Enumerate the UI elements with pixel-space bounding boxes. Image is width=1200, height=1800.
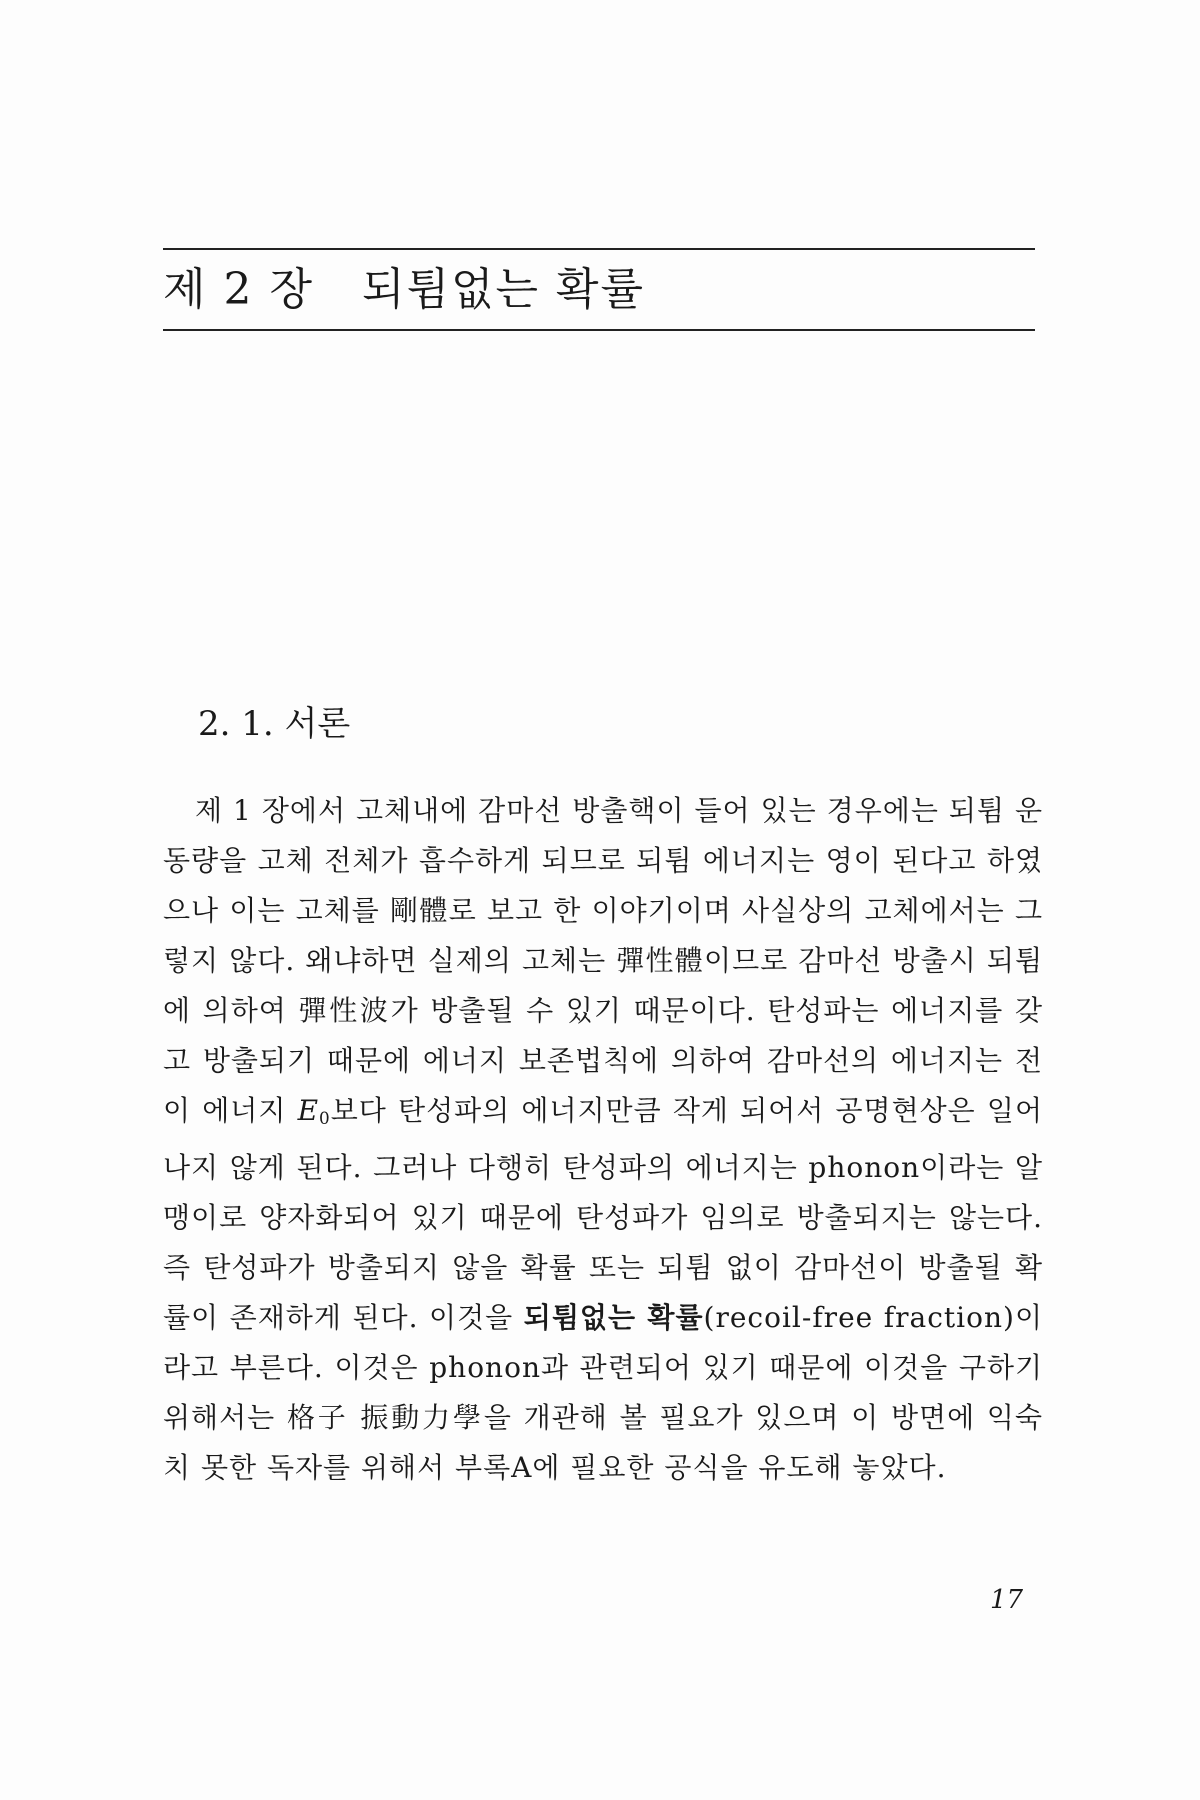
chapter-title-text: 되튐없는 확률 bbox=[361, 264, 645, 315]
bold-term: 되튐없는 확률 bbox=[523, 1301, 704, 1335]
chapter-top-rule bbox=[163, 248, 1035, 250]
energy-subscript: 0 bbox=[319, 1108, 331, 1129]
page-number: 17 bbox=[990, 1585, 1024, 1615]
section-title: 서론 bbox=[284, 704, 351, 744]
energy-symbol: E bbox=[297, 1094, 320, 1127]
chapter-label: 제 2 장 bbox=[163, 264, 314, 315]
section-number: 2. 1. bbox=[198, 704, 274, 744]
chapter-title bbox=[163, 260, 1035, 320]
body-text-part-1: 제 1 장에서 고체내에 감마선 방출핵이 들어 있는 경우에는 되튐 운동량을 고체 전체가 흡수하게 되므로 되튐 에너지는 영이 된다고 하였으나 이는 고체를 剛體로 보고 한 이야기이며 사실상의 고체에서는 그렇지 않다. 왜냐하면 실제의 고체는 彈性體이므로 감마선 방출시 되튐에 의하여 彈性波가 방출될 수 있기 때문이다. 탄성파는 에너지를 갖고 방출되기 때문에 에너지 보존법칙에 의하여 감마선의 에너지는 전이 에너지 bbox=[163, 794, 1043, 1127]
body-text-part-2: 보다 탄성파의 에너지만큼 작게 되어서 공명현상은 일어나지 않게 된다. 그러나 다행히 탄성파의 에너지는 phonon이라는 알맹이로 양자화되어 있기 때문에 탄성파가 임의로 방출되지는 않는다. 즉 탄성파가 방출되지 않을 확률 또는 되튐 없이 감마선이 방출될 확률이 존재하게 된다. 이것을 bbox=[163, 1094, 1044, 1335]
section-heading bbox=[198, 700, 350, 748]
body-paragraph bbox=[163, 786, 1043, 1493]
chapter-bottom-rule bbox=[163, 329, 1035, 331]
body-text-part-3: (recoil-free fraction)이라고 부른다. 이것은 phonon과 관련되어 있기 때문에 이것을 구하기 위해서는 格子 振動力學을 개관해 볼 필요가 있으며 이 방면에 익숙치 못한 독자를 위해서 부록A에 필요한 공식을 유도해 놓았다. bbox=[163, 1301, 1043, 1485]
